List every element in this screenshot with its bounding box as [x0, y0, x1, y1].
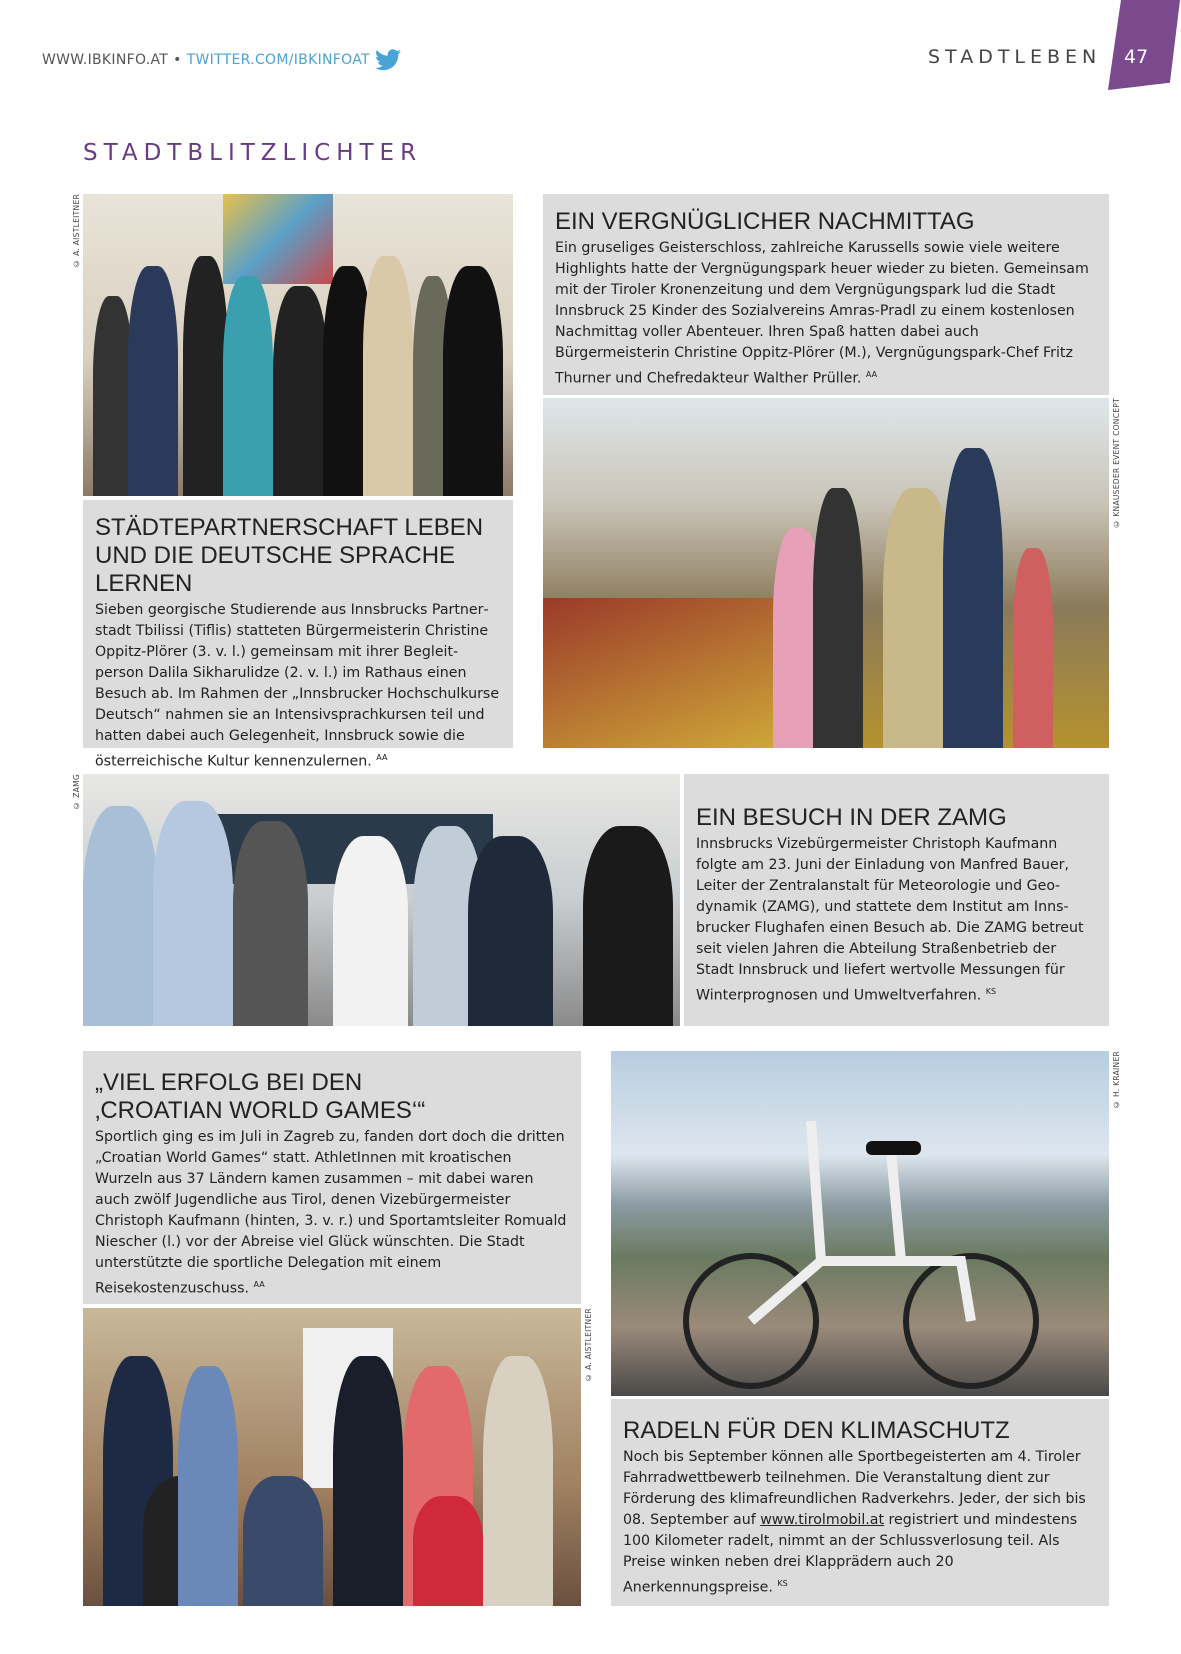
bike-illustration — [671, 1111, 1051, 1391]
article-title: RADELN FÜR DEN KLIMASCHUTZ — [623, 1417, 1010, 1444]
article-body: Ein gruseliges Geisterschloss, zahlreiche Karussells sowie viele weitere Highlights hatte der Vergnügungspark heuer wieder zu bieten. Gemeinsam mit der Tiroler Kronenzeitung und dem Vergnügungspark lud die Stadt Innsbruck 25 Kinder des Sozialvereins Amras-Pradl zu einem kostenlosen Nachmittag voller Abenteuer. Ihren Spaß hatten dabei auch Bürgermeisterin Christine Oppitz-Plörer (M.), Vergnügungspark-Chef Fritz Thurner und Chefredakteur Walther Prüller. $^{AA}$ — [555, 240, 1089, 387]
author-initials: AA — [376, 753, 388, 762]
author-initials: AA — [253, 1280, 265, 1289]
separator: • — [173, 52, 182, 68]
page-tab — [1108, 0, 1180, 90]
tirolmobil-link[interactable]: www.tirolmobil.at — [760, 1512, 885, 1528]
group-photo-students — [83, 194, 513, 496]
page-number: 47 — [1124, 46, 1149, 68]
photo-amusement-park — [543, 398, 1109, 748]
photo-folding-bike — [611, 1051, 1109, 1396]
article-croatian-games — [83, 1051, 581, 1304]
article-title: STÄDTEPARTNERSCHAFT LEBEN UND DIE DEUTSCHE SPRACHE LERNEN — [95, 514, 484, 597]
article-title: EIN BESUCH IN DER ZAMG — [696, 804, 1007, 831]
article-amusement-park — [543, 194, 1109, 395]
author-initials: KS — [777, 1579, 788, 1588]
article-body: Sportlich ging es im Juli in Zagreb zu, fanden dort doch die dritten „Croatian World Games“ statt. AthletInnen mit kroatischen Wurzeln aus 37 Ländern kamen zusammen – mit dabei waren auch zwölf Jugendliche aus Tirol, denen Vizebürgermeister Christoph Kaufmann (hinten, 3. v. r.) und Sportamtsleiter Romuald Niescher (l.) vor der Abreise viel Glück wünschten. Die Stadt unterstützte die sportliche Delegation mit einem Reisekostenzuschuss. $^{AA}$ — [95, 1129, 567, 1297]
photo-credit: © H. KRAINER — [1112, 1051, 1121, 1109]
section-name: STADTLEBEN — [928, 46, 1102, 68]
header-links — [42, 49, 401, 71]
photo-zamg — [83, 774, 680, 1026]
article-cycling — [611, 1399, 1109, 1606]
article-body: Noch bis September können alle Sportbegeisterten am 4. Tiroler Fahrradwettbewerb teilnehmen. Die Veranstaltung dient zur Förderung des klimafreundlichen Radverkehrs. Jeder, der sich bis 08. September auf www.tirolmobil.at registriert und mindestens 100 Kilometer radelt, nimmt an der Schlussverlosung teil. Als Preise winken neben drei Klapprädern auch 20 Anerkennungspreise. $^{KS}$ — [623, 1449, 1086, 1596]
twitter-link[interactable]: TWITTER.COM/IBKINFOAT — [186, 52, 370, 68]
article-zamg — [684, 774, 1109, 1026]
author-initials: AA — [865, 370, 878, 379]
article-body: Sieben georgische Studierende aus Innsbrucks Partnerstadt Tbilissi (Tiflis) statteten Bürgermeisterin Christine Oppitz-Plörer (3. v. l.) gemeinsam mit ihrer Begleitperson Dalila Sikharulidze (2. v. l.) im Rathaus einen Besuch ab. Im Rahmen der „Innsbrucker Hochschulkurse Deutsch“ nahmen sie an Intensivsprachkursen teil und hatten dabei auch Gelegenheit, Innsbruck sowie die österreichische Kultur kennenzulernen. $^{AA}$ — [95, 602, 500, 770]
photo-credit: © A. AISTLEITNER — [584, 1308, 593, 1382]
author-initials: KS — [985, 987, 997, 996]
article-partnership — [83, 500, 513, 770]
article-title: „VIEL ERFOLG BEI DEN ‚CROATIAN WORLD GAMES‘“ — [95, 1069, 426, 1124]
twitter-bird-icon — [375, 49, 401, 71]
page-title: STADTBLITZLICHTER — [83, 140, 423, 166]
website-link[interactable]: WWW.IBKINFO.AT — [42, 52, 169, 68]
photo-credit: © KNAUSEDER EVENT CONCEPT — [1112, 398, 1121, 529]
article-body: Innsbrucks Vizebürgermeister Christoph Kaufmann folgte am 23. Juni der Einladung von Manfred Bauer, Leiter der Zentralanstalt für Meteorologie und Geodynamik (ZAMG), und stattete dem Institut am Innsbrucker Flughafen einen Besuch ab. Die ZAMG betreut seit vielen Jahren die Abteilung Straßenbetrieb der Stadt Innsbruck und liefert wertvolle Messungen für Winterprognosen und Umweltverfahren. $^{KS}$ — [696, 836, 1084, 1004]
photo-credit: © A. AISTLEITNER — [72, 194, 81, 268]
photo-croatian-games — [83, 1308, 581, 1606]
photo-credit: © ZAMG — [72, 774, 81, 810]
article-title: EIN VERGNÜGLICHER NACHMITTAG — [555, 208, 975, 235]
